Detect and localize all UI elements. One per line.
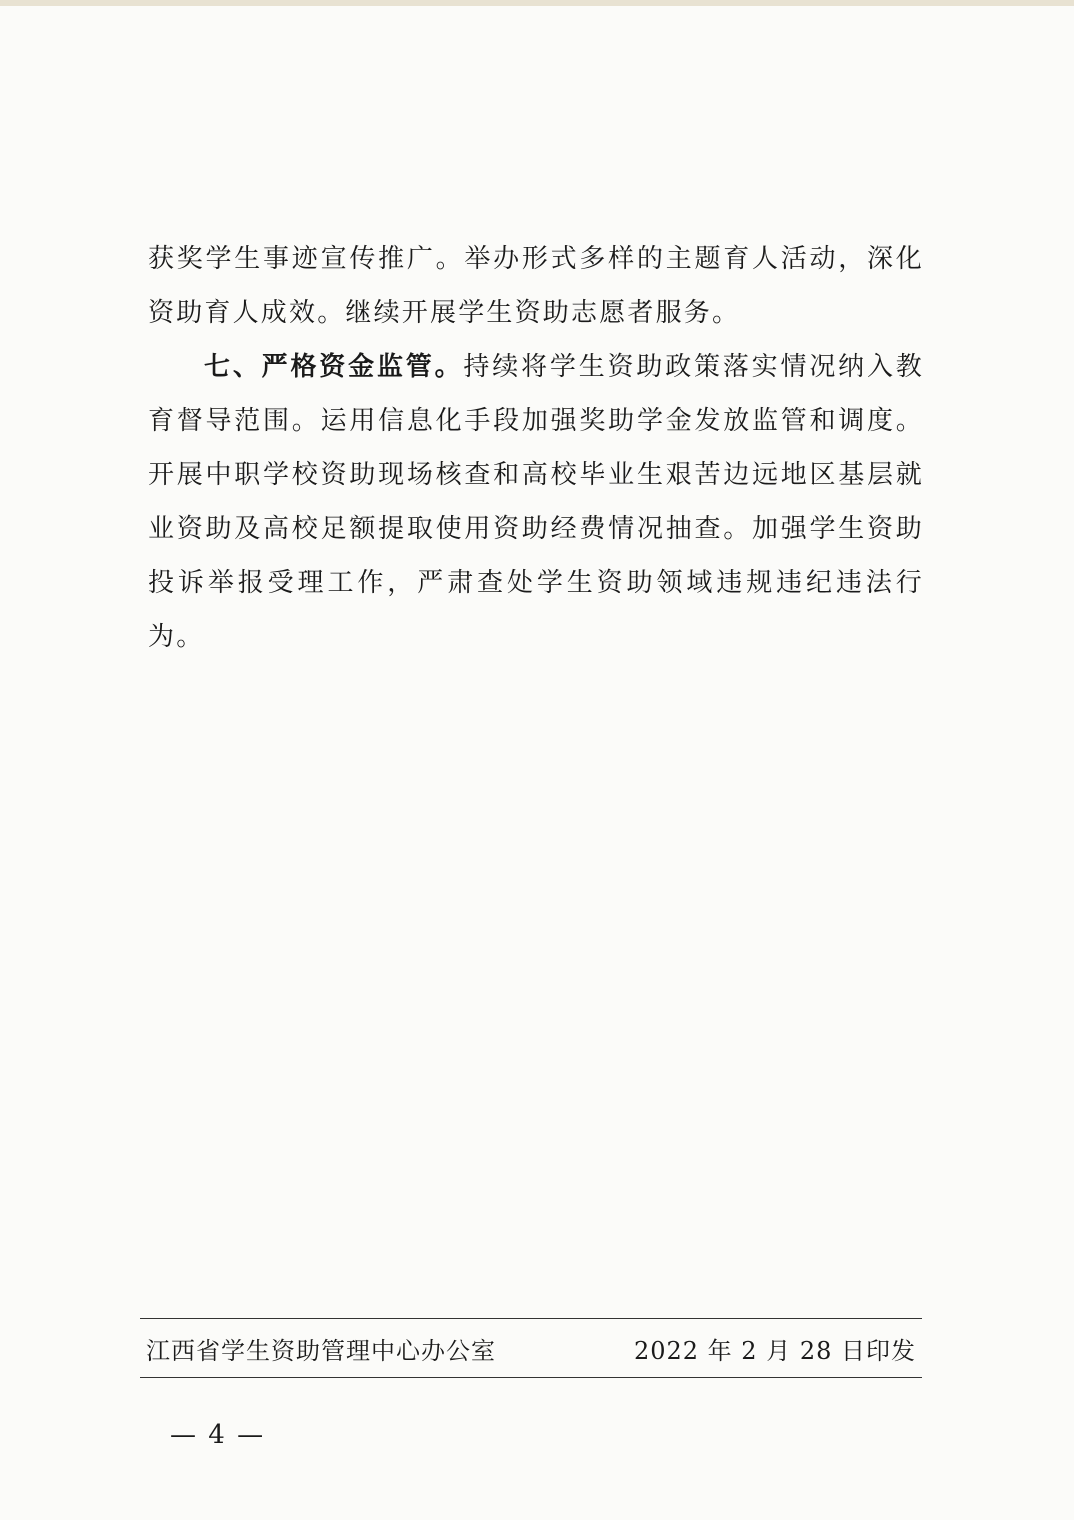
issuance-footer (140, 1318, 922, 1378)
section-seven-paragraph (148, 340, 924, 664)
paragraph-continuation: 获奖学生事迹宣传推广。举办形式多样的主题育人活动，深化资助育人成效。继续开展学生资助志愿者服务。 (148, 244, 924, 328)
section-seven-heading: 七、严格资金监管。 (204, 352, 464, 382)
page-number: — 4 — (170, 1420, 266, 1450)
issue-date: 2022 年 2 月 28 日印发 (633, 1337, 916, 1365)
document-body (148, 232, 924, 664)
section-seven-text: 持续将学生资助政策落实情况纳入教育督导范围。运用信息化手段加强奖助学金发放监管和调度。开展中职学校资助现场核查和高校毕业生艰苦边远地区基层就业资助及高校足额提取使用资助经费情况抽查。加强学生资助投诉举报受理工作，严肃查处学生资助领域违规违纪违法行为。 (148, 352, 924, 652)
issuer-name: 江西省学生资助管理中心办公室 (146, 1337, 496, 1365)
